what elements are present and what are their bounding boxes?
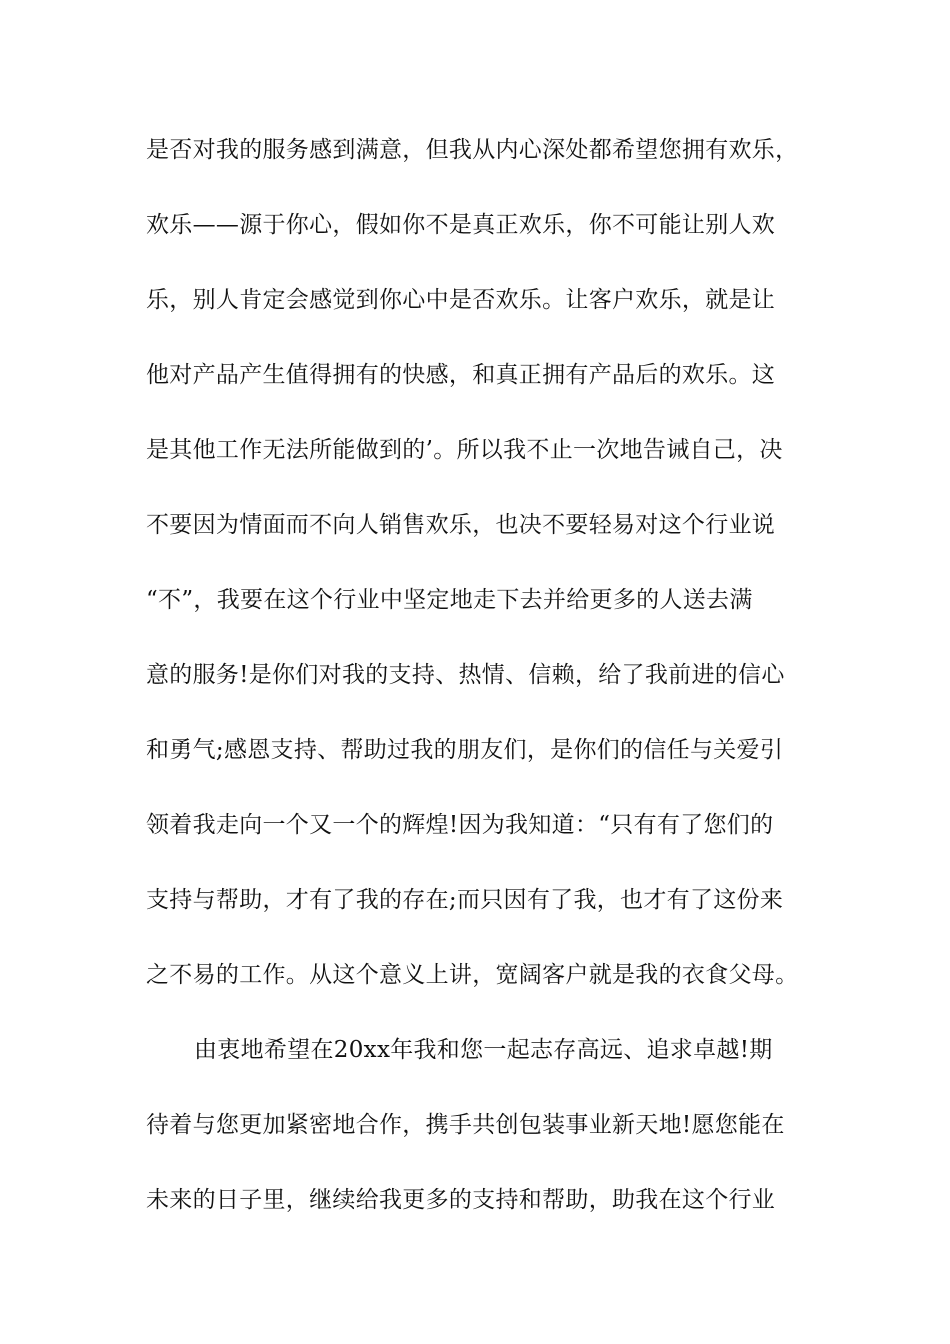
text-line-12: 之不易的工作。从这个意义上讲，宽阔客户就是我的衣食父母。 [146,962,799,988]
text-line-8: 意的服务!是你们对我的支持、热情、信赖，给了我前进的信心 [146,662,785,688]
text-line-10: 领着我走向一个又一个的辉煌!因为我知道：“只有有了您们的 [146,812,774,838]
text-line-2: 欢乐——源于你心，假如你不是真正欢乐，你不可能让别人欢 [146,212,776,238]
text-line-6: 不要因为情面而不向人销售欢乐，也决不要轻易对这个行业说 [146,512,776,538]
text-line-9: 和勇气;感恩支持、帮助过我的朋友们，是你们的信任与关爱引 [146,737,784,763]
text-line-5: 是其他工作无法所能做到的’。所以我不止一次地告诫自己，决 [146,437,783,463]
text-line-3: 乐，别人肯定会感觉到你心中是否欢乐。让客户欢乐，就是让 [146,287,776,313]
text-line-14: 待着与您更加紧密地合作，携手共创包装事业新天地!愿您能在 [146,1112,785,1138]
text-line-1: 是否对我的服务感到满意，但我从内心深处都希望您拥有欢乐， [146,137,799,163]
text-line-4: 他对产品产生值得拥有的快感，和真正拥有产品后的欢乐。这 [146,362,776,388]
text-line-11: 支持与帮助，才有了我的存在;而只因有了我，也才有了这份来 [146,887,784,913]
text-line-13: 由衷地希望在20xx年我和您一起志存高远、追求卓越!期 [194,1037,773,1063]
text-line-7: “不”，我要在这个行业中坚定地走下去并给更多的人送去满 [146,587,753,613]
text-line-15: 未来的日子里，继续给我更多的支持和帮助，助我在这个行业 [146,1187,776,1213]
